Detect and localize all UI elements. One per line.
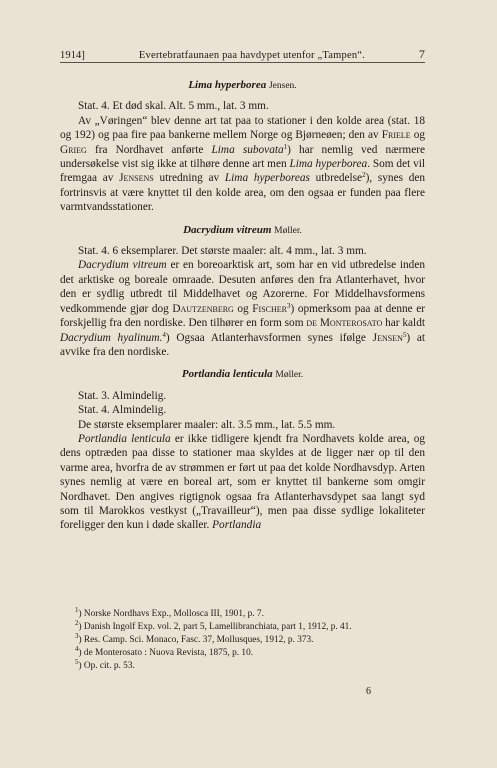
station-line: De største eksemplarer maaler: alt. 3.5 mm., lat. 5.5 mm. bbox=[78, 418, 336, 431]
station-line: Stat. 4. 6 eksemplarer. Det største maaler: alt. 4 mm., lat. 3 mm. bbox=[78, 245, 367, 258]
species-heading: Lima hyperborea Jensen. bbox=[188, 79, 297, 91]
running-header bbox=[60, 47, 425, 62]
footnote: $^4$) de Monterosato : Nuova Revista, 1875, p. 10. bbox=[75, 645, 254, 658]
footnotes bbox=[75, 608, 425, 673]
signature-mark: 6 bbox=[366, 686, 371, 697]
header-title: Evertebratfaunaen paa havdypet utenfor „Tampen“. bbox=[138, 50, 365, 61]
page-number: 7 bbox=[418, 47, 425, 61]
footnote: $^3$) Res. Camp. Sci. Monaco, Fasc. 37, Mollusques, 1912, p. 373. bbox=[75, 632, 314, 645]
species-heading: Portlandia lenticula Møller. bbox=[181, 368, 304, 381]
paragraph: Portlandia lenticula er ikke tidligere kjendt fra Nordhavets kolde area, og dens optræden paa disse to stationer maa skyldes at de ligger nær op til den varme area, hvorfra de av strømmen er ført ut paa det kolde Nordhavsdyp. Arten synes nemlig at være en boreal art, som er knyttet til bankerne som omgir Nordhavet. Den angives rigtignok ogsaa fra Atlanterhavsdypet saa langt syd som til Marokkos vestkyst („Travailleur“), men paa disse sydlige lokaliteter foreligger den kun i døde skaller. Portlandia bbox=[60, 432, 425, 532]
station-line: Stat. 3. Almindelig. bbox=[78, 389, 167, 402]
station-line: Stat. 4. Almindelig. bbox=[78, 404, 167, 417]
species-heading: Dacrydium vitreum Møller. bbox=[183, 223, 302, 236]
main-text bbox=[60, 76, 425, 533]
station-line: Stat. 4. Et død skal. Alt. 5 mm., lat. 3 mm. bbox=[78, 100, 269, 113]
header-rule bbox=[60, 62, 425, 63]
footnote: $^1$) Norske Nordhavs Exp., Mollosca III, 1901, p. 7. bbox=[75, 606, 264, 619]
header-year: 1914] bbox=[60, 50, 85, 61]
footnote: $^5$) Op. cit. p. 53. bbox=[75, 658, 135, 671]
footnote: $^2$) Danish Ingolf Exp. vol. 2, part 5, Lamellibranchiata, part 1, 1912, p. 41. bbox=[75, 619, 352, 632]
paragraph: Av „Vøringen“ blev denne art tat paa to stationer i den kolde area (stat. 18 og 192) og paa fire paa bankerne mellem Norge og Bjørneøen; den av Friele og Grieg fra Nordhavet anførte Lima subovata$^1$) har nemlig ved nærmere undersøkelse vist sig ikke at tilhøre denne art men Lima hyperborea. Som det vil fremgaa av Jensens utredning av Lima hyperboreas utbredelse$^2$), synes den fortrinsvis at være knyttet til den kolde area, om den ogsaa er funden paa flere varmtvandsstationer. bbox=[60, 114, 426, 214]
paragraph: Dacrydium vitreum er en boreoarktisk art, som har en vid utbredelse inden det arktiske og boreale omraade. Desuten anføres den fra Atlanterhavet, hvor den er sydlig utbredt til Middelhavet og Azorerne. For Middelhavsformens vedkommende gjør dog Dautzenberg og Fischer$^3$) opmerksom paa at denne er forskjellig fra den nordiske. Den tilhører en form som de Monterosato har kaldt Dacrydium hyalinum.$^4$) Ogsaa Atlanterhavsformen synes ifølge Jensen$^5$) at avvike fra den nordiske. bbox=[60, 259, 425, 358]
